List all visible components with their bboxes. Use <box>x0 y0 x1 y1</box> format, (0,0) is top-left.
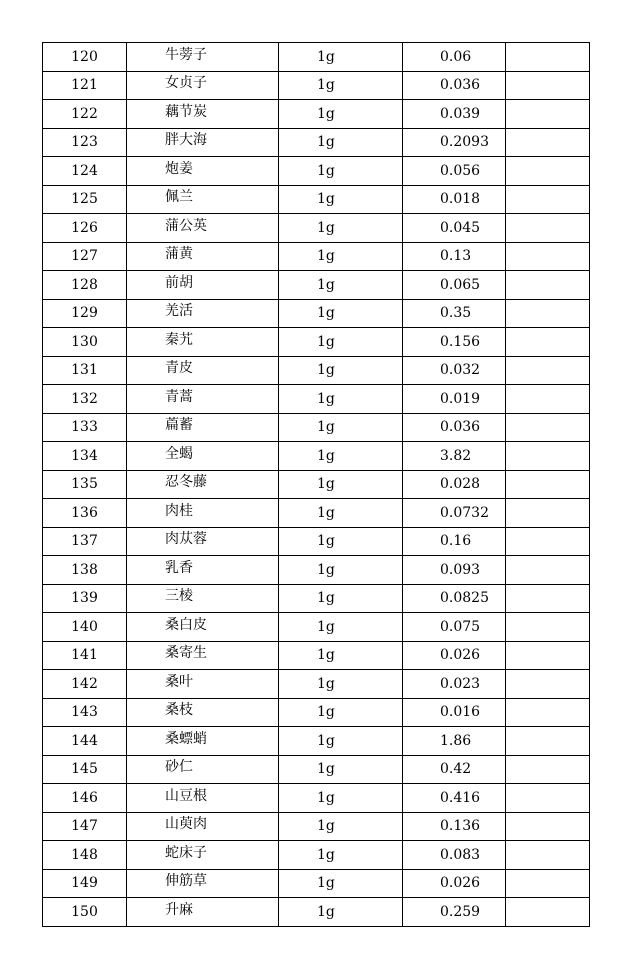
value-cell: 0.039 <box>403 100 506 129</box>
herb-name-cell: 山豆根 <box>127 782 279 811</box>
row-number-cell: 131 <box>43 356 127 385</box>
row-number-cell: 135 <box>43 470 127 499</box>
quantity-cell: 1g <box>279 385 403 414</box>
quantity-cell: 1g <box>279 556 403 585</box>
herb-name-cell: 牛蒡子 <box>127 41 279 70</box>
document-page <box>42 42 589 927</box>
herb-name-cell: 前胡 <box>127 269 279 298</box>
row-number-cell: 150 <box>43 898 127 927</box>
extra-cell <box>506 698 590 727</box>
row-number-cell: 125 <box>43 185 127 214</box>
herb-name-cell: 蒲公英 <box>127 212 279 241</box>
extra-cell <box>506 841 590 870</box>
value-cell: 0.0732 <box>403 499 506 528</box>
value-cell: 0.136 <box>403 812 506 841</box>
extra-cell <box>506 385 590 414</box>
value-cell: 0.259 <box>403 898 506 927</box>
quantity-cell: 1g <box>279 328 403 357</box>
row-number-cell: 137 <box>43 527 127 556</box>
extra-cell <box>506 43 590 72</box>
value-cell: 0.156 <box>403 328 506 357</box>
herb-name-cell: 桑白皮 <box>127 611 279 640</box>
table-row <box>43 499 590 528</box>
row-number-cell: 128 <box>43 271 127 300</box>
herb-name-cell: 肉苁蓉 <box>127 525 279 554</box>
value-cell: 0.018 <box>403 185 506 214</box>
extra-cell <box>506 299 590 328</box>
value-cell: 0.019 <box>403 385 506 414</box>
row-number-cell: 122 <box>43 100 127 129</box>
value-cell: 0.06 <box>403 43 506 72</box>
value-cell: 0.032 <box>403 356 506 385</box>
herb-name-cell: 桑枝 <box>127 696 279 725</box>
herb-name-cell: 伸筋草 <box>127 867 279 896</box>
value-cell: 0.016 <box>403 698 506 727</box>
quantity-cell: 1g <box>279 869 403 898</box>
row-number-cell: 143 <box>43 698 127 727</box>
extra-cell <box>506 727 590 756</box>
value-cell: 0.16 <box>403 527 506 556</box>
quantity-cell: 1g <box>279 499 403 528</box>
value-cell: 0.0825 <box>403 584 506 613</box>
row-number-cell: 134 <box>43 442 127 471</box>
extra-cell <box>506 128 590 157</box>
quantity-cell: 1g <box>279 413 403 442</box>
quantity-cell: 1g <box>279 698 403 727</box>
extra-cell <box>506 869 590 898</box>
row-number-cell: 149 <box>43 869 127 898</box>
extra-cell <box>506 556 590 585</box>
quantity-cell: 1g <box>279 898 403 927</box>
row-number-cell: 144 <box>43 727 127 756</box>
table-row <box>43 185 590 214</box>
row-number-cell: 147 <box>43 812 127 841</box>
row-number-cell: 142 <box>43 670 127 699</box>
value-cell: 0.036 <box>403 413 506 442</box>
row-number-cell: 127 <box>43 242 127 271</box>
herb-name-cell: 蛇床子 <box>127 839 279 868</box>
quantity-cell: 1g <box>279 71 403 100</box>
extra-cell <box>506 898 590 927</box>
herb-name-cell: 胖大海 <box>127 126 279 155</box>
value-cell: 0.026 <box>403 869 506 898</box>
quantity-cell: 1g <box>279 128 403 157</box>
herb-name-cell: 秦艽 <box>127 326 279 355</box>
value-cell: 0.036 <box>403 71 506 100</box>
table-row <box>43 299 590 328</box>
value-cell: 0.083 <box>403 841 506 870</box>
table-row <box>43 841 590 870</box>
quantity-cell: 1g <box>279 356 403 385</box>
row-number-cell: 141 <box>43 641 127 670</box>
table-row <box>43 271 590 300</box>
quantity-cell: 1g <box>279 727 403 756</box>
table-row <box>43 470 590 499</box>
row-number-cell: 126 <box>43 214 127 243</box>
extra-cell <box>506 784 590 813</box>
row-number-cell: 132 <box>43 385 127 414</box>
row-number-cell: 148 <box>43 841 127 870</box>
table-row <box>43 385 590 414</box>
quantity-cell: 1g <box>279 755 403 784</box>
extra-cell <box>506 670 590 699</box>
quantity-cell: 1g <box>279 841 403 870</box>
table-row <box>43 413 590 442</box>
table-row <box>43 214 590 243</box>
value-cell: 1.86 <box>403 727 506 756</box>
extra-cell <box>506 185 590 214</box>
row-number-cell: 146 <box>43 784 127 813</box>
extra-cell <box>506 613 590 642</box>
quantity-cell: 1g <box>279 670 403 699</box>
quantity-cell: 1g <box>279 271 403 300</box>
extra-cell <box>506 242 590 271</box>
extra-cell <box>506 499 590 528</box>
value-cell: 0.056 <box>403 157 506 186</box>
value-cell: 0.35 <box>403 299 506 328</box>
herb-price-table <box>42 42 590 927</box>
quantity-cell: 1g <box>279 43 403 72</box>
row-number-cell: 121 <box>43 71 127 100</box>
herb-name-cell: 升麻 <box>127 896 279 925</box>
row-number-cell: 129 <box>43 299 127 328</box>
table-row <box>43 812 590 841</box>
extra-cell <box>506 812 590 841</box>
value-cell: 0.2093 <box>403 128 506 157</box>
table-row <box>43 898 590 927</box>
table-row <box>43 157 590 186</box>
quantity-cell: 1g <box>279 442 403 471</box>
value-cell: 0.045 <box>403 214 506 243</box>
extra-cell <box>506 584 590 613</box>
extra-cell <box>506 157 590 186</box>
quantity-cell: 1g <box>279 185 403 214</box>
extra-cell <box>506 527 590 556</box>
quantity-cell: 1g <box>279 784 403 813</box>
value-cell: 3.82 <box>403 442 506 471</box>
value-cell: 0.416 <box>403 784 506 813</box>
row-number-cell: 136 <box>43 499 127 528</box>
table-row <box>43 670 590 699</box>
quantity-cell: 1g <box>279 299 403 328</box>
herb-name-cell: 全蝎 <box>127 440 279 469</box>
row-number-cell: 145 <box>43 755 127 784</box>
table-row <box>43 356 590 385</box>
row-number-cell: 133 <box>43 413 127 442</box>
value-cell: 0.028 <box>403 470 506 499</box>
value-cell: 0.075 <box>403 613 506 642</box>
extra-cell <box>506 413 590 442</box>
extra-cell <box>506 356 590 385</box>
herb-name-cell: 羌活 <box>127 297 279 326</box>
herb-name-cell: 蒲黄 <box>127 240 279 269</box>
quantity-cell: 1g <box>279 613 403 642</box>
herb-name-cell: 桑螵蛸 <box>127 725 279 754</box>
quantity-cell: 1g <box>279 100 403 129</box>
quantity-cell: 1g <box>279 214 403 243</box>
herb-name-cell: 萹蓄 <box>127 411 279 440</box>
table-row <box>43 328 590 357</box>
value-cell: 0.026 <box>403 641 506 670</box>
table-row <box>43 43 590 72</box>
extra-cell <box>506 271 590 300</box>
herb-name-cell: 青皮 <box>127 354 279 383</box>
table-body <box>43 43 590 927</box>
extra-cell <box>506 71 590 100</box>
table-row <box>43 71 590 100</box>
extra-cell <box>506 755 590 784</box>
row-number-cell: 123 <box>43 128 127 157</box>
row-number-cell: 124 <box>43 157 127 186</box>
table-row <box>43 698 590 727</box>
row-number-cell: 130 <box>43 328 127 357</box>
extra-cell <box>506 328 590 357</box>
row-number-cell: 138 <box>43 556 127 585</box>
extra-cell <box>506 442 590 471</box>
value-cell: 0.13 <box>403 242 506 271</box>
herb-name-cell: 忍冬藤 <box>127 468 279 497</box>
herb-name-cell: 女贞子 <box>127 69 279 98</box>
quantity-cell: 1g <box>279 641 403 670</box>
herb-name-cell: 三棱 <box>127 582 279 611</box>
herb-name-cell: 佩兰 <box>127 183 279 212</box>
table-row <box>43 755 590 784</box>
table-row <box>43 784 590 813</box>
quantity-cell: 1g <box>279 812 403 841</box>
herb-name-cell: 桑寄生 <box>127 639 279 668</box>
herb-name-cell: 山萸肉 <box>127 810 279 839</box>
table-row <box>43 584 590 613</box>
herb-name-cell: 炮姜 <box>127 155 279 184</box>
quantity-cell: 1g <box>279 470 403 499</box>
herb-name-cell: 青蒿 <box>127 383 279 412</box>
table-row <box>43 869 590 898</box>
row-number-cell: 120 <box>43 43 127 72</box>
quantity-cell: 1g <box>279 527 403 556</box>
table-row <box>43 556 590 585</box>
herb-name-cell: 桑叶 <box>127 668 279 697</box>
herb-name-cell: 乳香 <box>127 554 279 583</box>
table-row <box>43 128 590 157</box>
extra-cell <box>506 100 590 129</box>
table-row <box>43 242 590 271</box>
extra-cell <box>506 470 590 499</box>
quantity-cell: 1g <box>279 242 403 271</box>
herb-name-cell: 肉桂 <box>127 497 279 526</box>
herb-name-cell: 藕节炭 <box>127 98 279 127</box>
quantity-cell: 1g <box>279 584 403 613</box>
table-row <box>43 727 590 756</box>
table-row <box>43 641 590 670</box>
herb-name-cell: 砂仁 <box>127 753 279 782</box>
table-row <box>43 527 590 556</box>
value-cell: 0.065 <box>403 271 506 300</box>
row-number-cell: 140 <box>43 613 127 642</box>
quantity-cell: 1g <box>279 157 403 186</box>
table-row <box>43 100 590 129</box>
value-cell: 0.42 <box>403 755 506 784</box>
table-row <box>43 613 590 642</box>
value-cell: 0.023 <box>403 670 506 699</box>
extra-cell <box>506 214 590 243</box>
extra-cell <box>506 641 590 670</box>
value-cell: 0.093 <box>403 556 506 585</box>
row-number-cell: 139 <box>43 584 127 613</box>
table-row <box>43 442 590 471</box>
